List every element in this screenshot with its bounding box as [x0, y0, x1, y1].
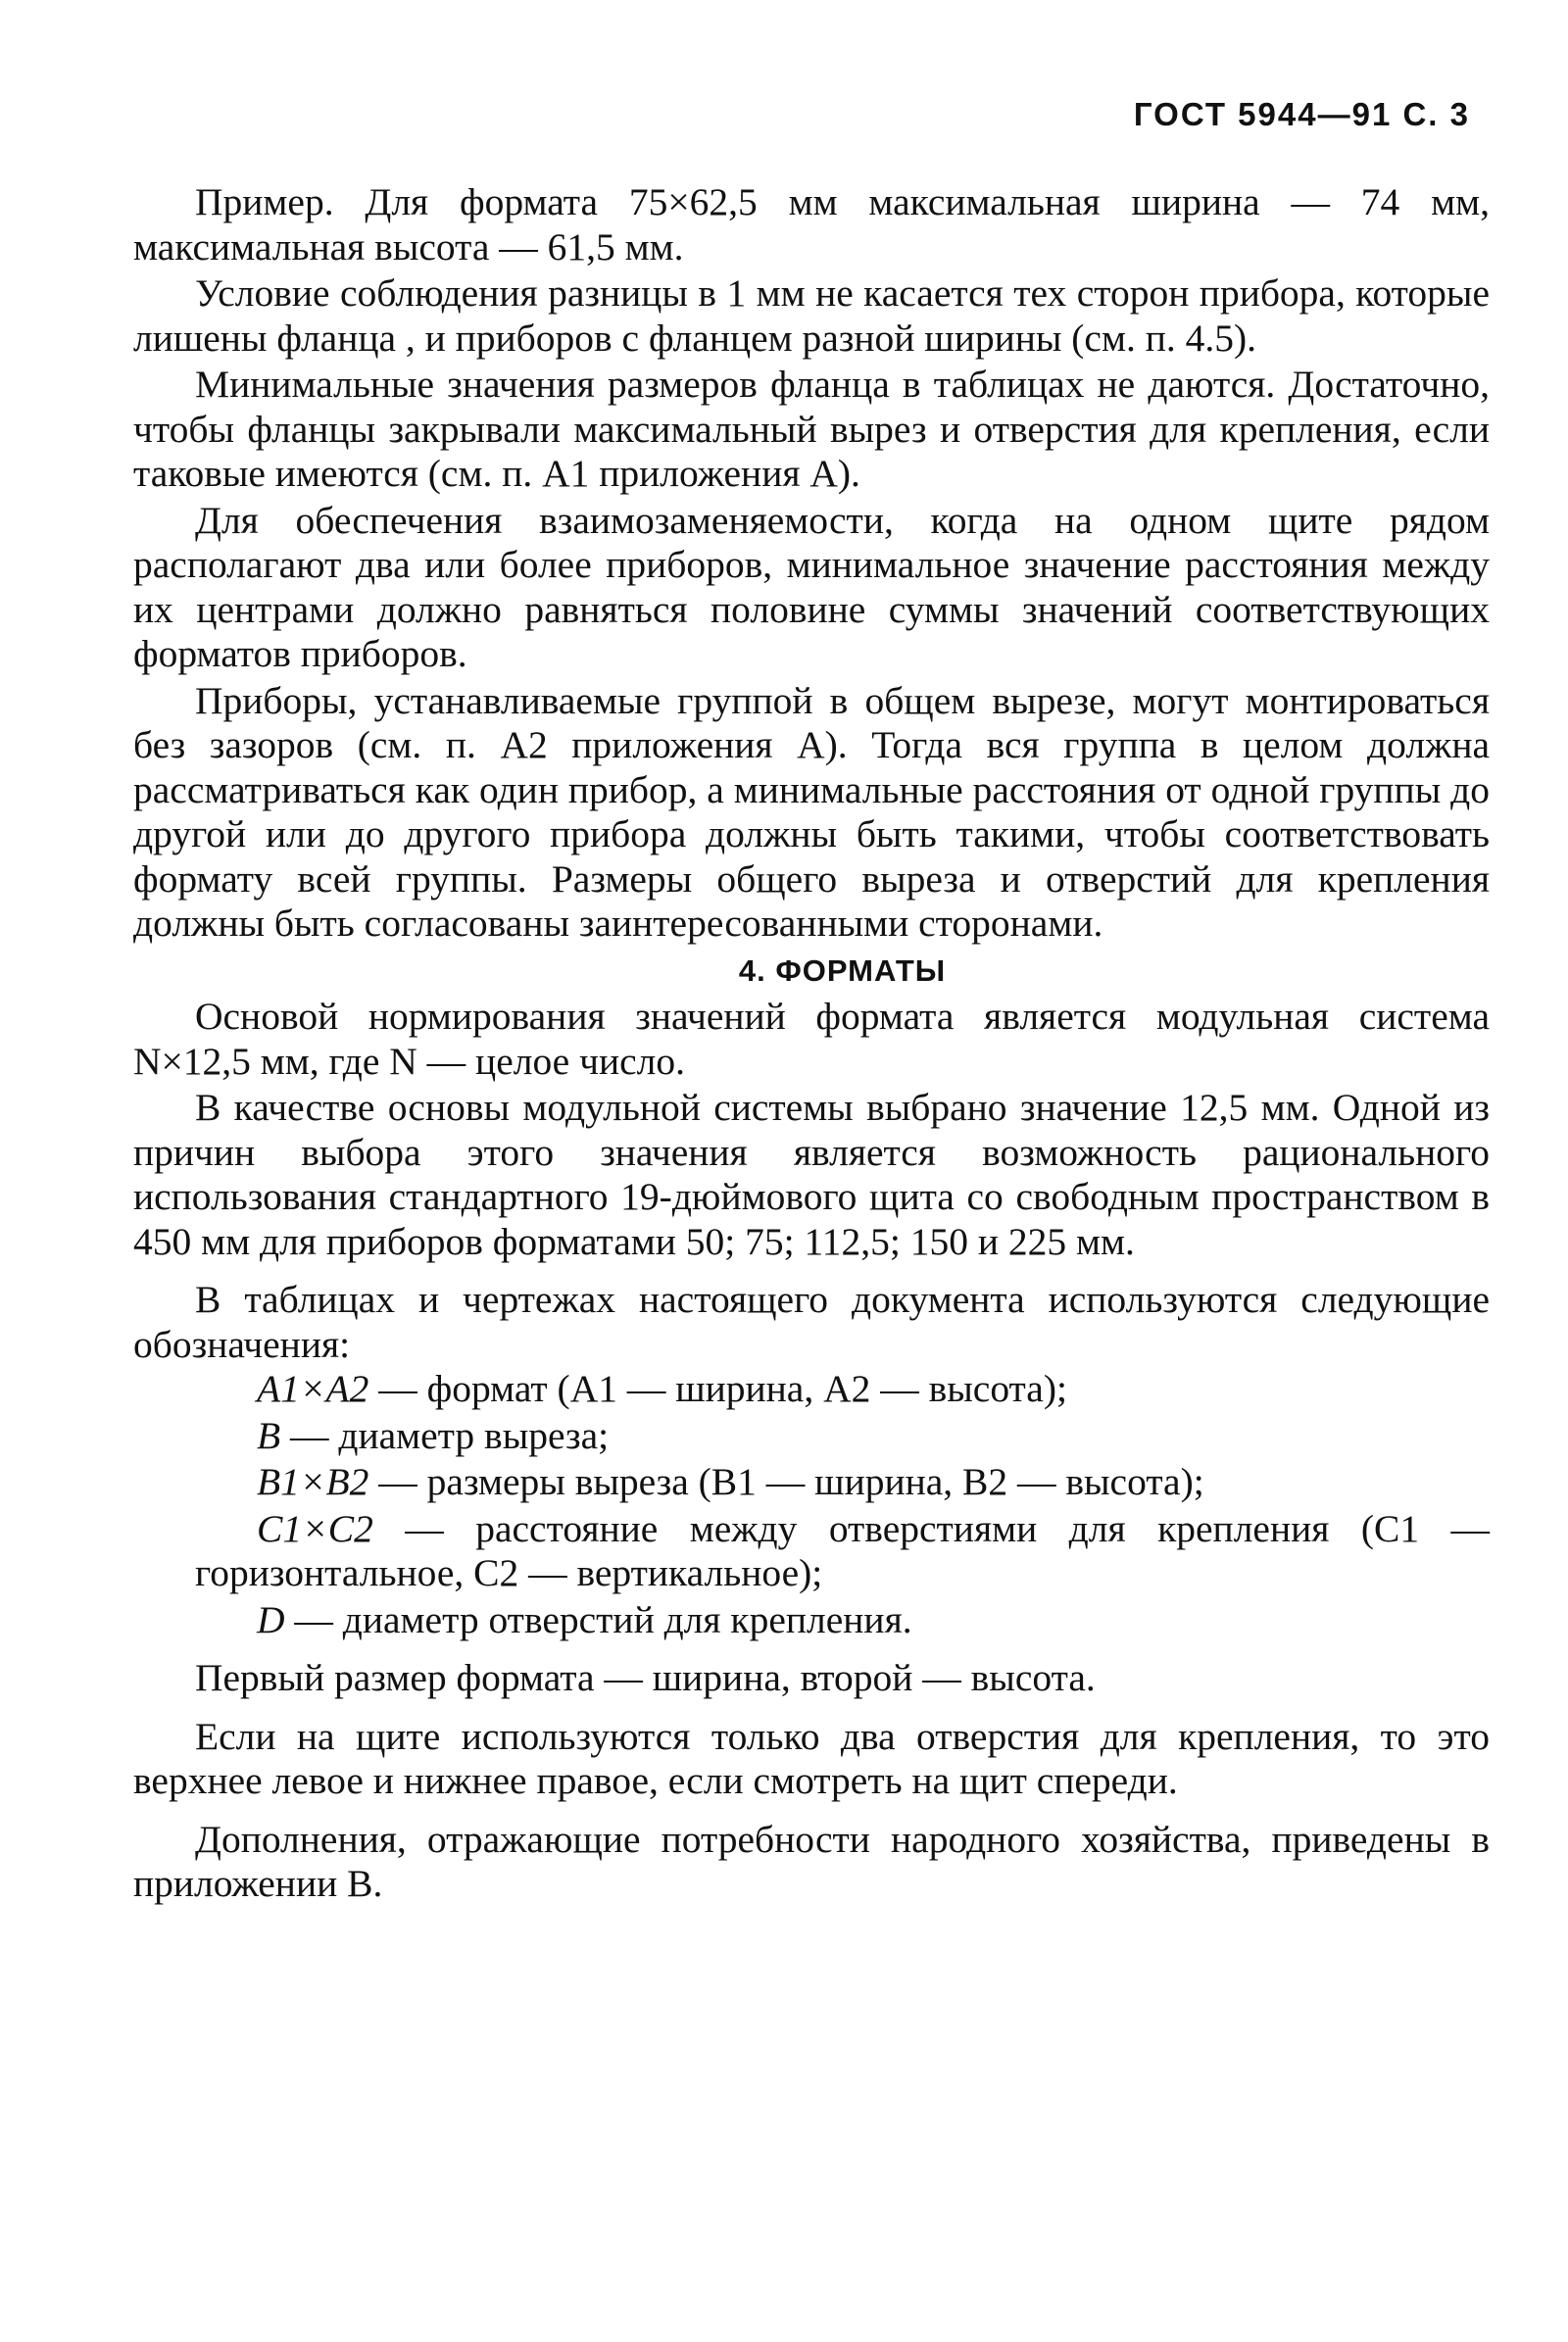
notation-symbol: B1×B2 — [257, 1460, 369, 1503]
paragraph-first-dimension: Первый размер формата — ширина, второй — высота. — [195, 1656, 1096, 1699]
notation-text: — размеры выреза (B1 — ширина, B2 — высота); — [378, 1460, 1204, 1503]
notation-item — [133, 1460, 1490, 1505]
notation-item — [133, 1598, 1490, 1643]
running-head: ГОСТ 5944—91 С. 3 — [1133, 96, 1470, 132]
paragraph-notation-intro: В таблицах и чертежах настоящего документа используются следующие обозначения: — [133, 1278, 1490, 1366]
notation-text: — формат (A1 — ширина, A2 — высота); — [378, 1367, 1067, 1410]
notation-item — [133, 1507, 1490, 1596]
notation-item — [133, 1367, 1490, 1412]
notation-symbol: A1×A2 — [257, 1367, 369, 1410]
notation-symbol: B — [257, 1413, 281, 1457]
section-title: 4. ФОРМАТЫ — [738, 952, 947, 988]
notation-text: — расстояние между отверстиями для крепления (C1 — горизонтальное, C2 — вертикальное); — [195, 1506, 1491, 1594]
paragraph-flange-minimums: Минимальные значения размеров фланца в таблицах не даются. Достаточно, чтобы фланцы закрывали максимальный вырез и отверстия для крепления, если таковые имеются (см. п. А1 приложения А). — [133, 363, 1490, 495]
paragraph-supplements: Дополнения, отражающие потребности народного хозяйства, приведены в приложении В. — [133, 1817, 1490, 1905]
notation-text: — диаметр отверстий для крепления. — [294, 1597, 912, 1641]
paragraph-difference-condition: Условие соблюдения разницы в 1 мм не касается тех сторон прибора, которые лишены фланца , и приборов с фланцем разной ширины (см. п. 4.5). — [133, 271, 1490, 360]
paragraph-interchangeability: Для обеспечения взаимозаменяемости, когда на одном щите рядом располагают два или более приборов, минимальное значение расстояния между их центрами должно равняться половине суммы значений соответствующих форматов приборов. — [133, 498, 1490, 675]
notation-symbol: C1×C2 — [257, 1506, 373, 1550]
paragraph-module-choice: В качестве основы модульной системы выбрано значение 12,5 мм. Одной из причин выбора этого значения является возможность рационального использования стандартного 19-дюймового щита со свободным пространством в 450 мм для приборов форматами 50; 75; 112,5; 150 и 225 мм. — [133, 1086, 1490, 1263]
paragraph-modular-system: Основой нормирования значений формата является модульная система N×12,5 мм, где N — целое число. — [133, 995, 1490, 1083]
document-body — [133, 180, 1490, 1909]
paragraph-example: Пример. Для формата 75×62,5 мм максимальная ширина — 74 мм, максимальная высота — 61,5 мм. — [133, 180, 1490, 268]
paragraph-two-holes: Если на щите используются только два отверстия для крепления, то это верхнее левое и нижнее правое, если смотреть на щит спереди. — [133, 1714, 1490, 1802]
notation-symbol: D — [257, 1597, 285, 1641]
paragraph-group-mounting: Приборы, устанавливаемые группой в общем вырезе, могут монтироваться без зазоров (см. п. А2 приложения А). Тогда вся группа в целом должна рассматриваться как один прибор, а минимальные расстояния от одной группы до другой или до другого прибора должны быть такими, чтобы соответствовать формату всей группы. Размеры общего выреза и отверстий для крепления должны быть согласованы заинтересованными сторонами. — [133, 678, 1490, 945]
notation-item — [133, 1414, 1490, 1459]
notation-text: — диаметр выреза; — [290, 1413, 610, 1457]
